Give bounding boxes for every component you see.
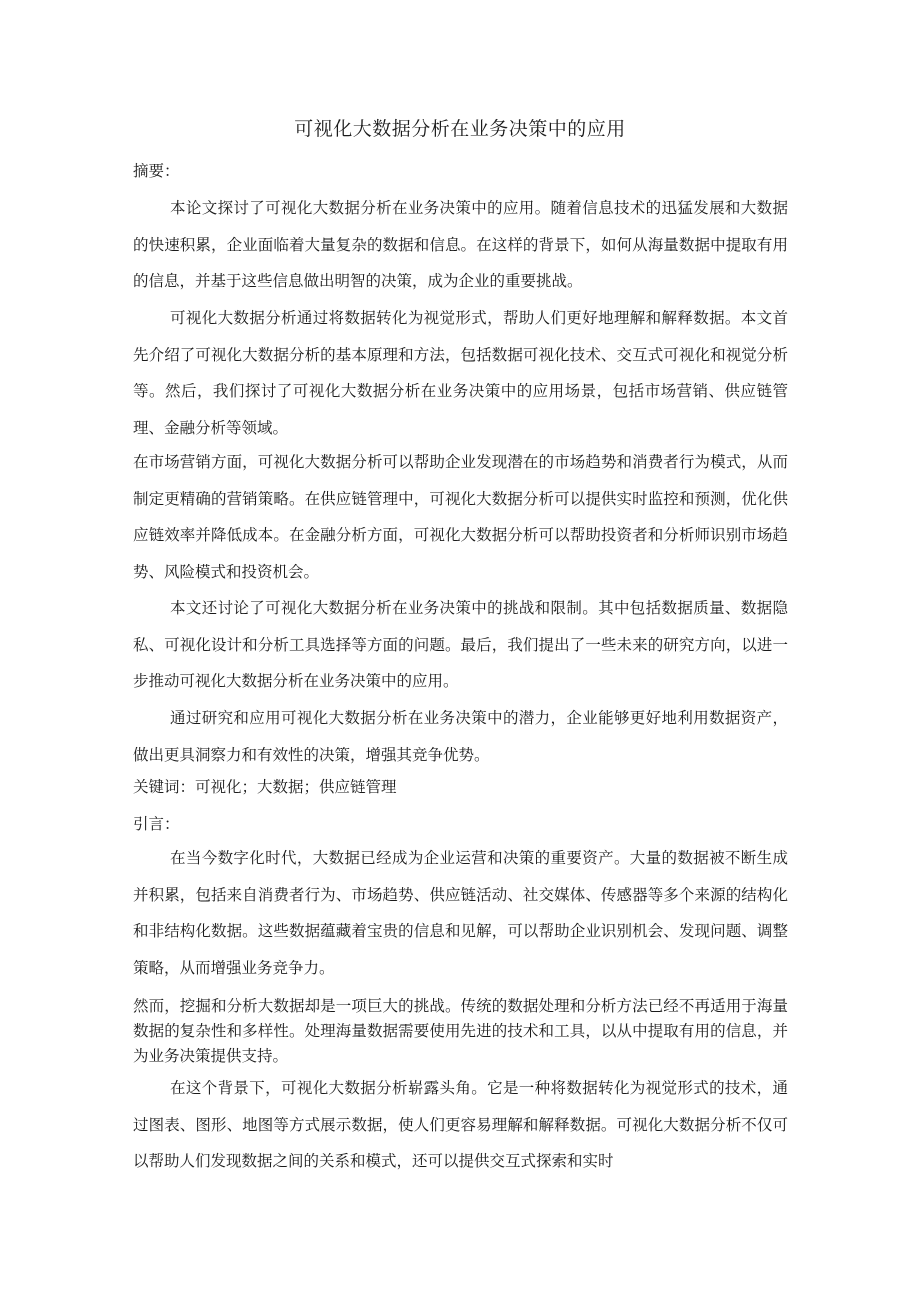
abstract-paragraph-4: 本文还讨论了可视化大数据分析在业务决策中的挑战和限制。其中包括数据质量、数据隐私、可视化设计和分析工具选择等方面的问题。最后，我们提出了一些未来的研究方向，以进一步推动可视化大数据分析在业务决策中的应用。 xyxy=(133,599,788,690)
intro-paragraph-2: 然而，挖掘和分析大数据却是一项巨大的挑战。传统的数据处理和分析方法已经不再适用于海量数据的复杂性和多样性。处理海量数据需要使用先进的技术和工具，以从中提取有用的信息，并为业务决策提供支持。 xyxy=(133,997,788,1065)
abstract-paragraph-1: 本论文探讨了可视化大数据分析在业务决策中的应用。随着信息技术的迅猛发展和大数据的快速积累，企业面临着大量复杂的数据和信息。在这样的背景下，如何从海量数据中提取有用的信息，并基于这些信息做出明智的决策，成为企业的重要挑战。 xyxy=(133,199,788,290)
intro-label: 引言： xyxy=(133,815,180,833)
abstract-paragraph-2: 可视化大数据分析通过将数据转化为视觉形式，帮助人们更好地理解和解释数据。本文首先介绍了可视化大数据分析的基本原理和方法，包括数据可视化技术、交互式可视化和视觉分析等。然后，我们探讨了可视化大数据分析在业务决策中的应用场景，包括市场营销、供应链管理、金融分析等领域。 xyxy=(133,309,788,437)
abstract-paragraph-5: 通过研究和应用可视化大数据分析在业务决策中的潜力，企业能够更好地利用数据资产，做出更具洞察力和有效性的决策，增强其竞争优势。 xyxy=(133,709,788,764)
abstract-label: 摘要： xyxy=(133,162,180,180)
abstract-paragraph-3: 在市场营销方面，可视化大数据分析可以帮助企业发现潜在的市场趋势和消费者行为模式，从而制定更精确的营销策略。在供应链管理中，可视化大数据分析可以提供实时监控和预测，优化供应链效率并降低成本。在金融分析方面，可视化大数据分析可以帮助投资者和分析师识别市场趋势、风险模式和投资机会。 xyxy=(133,453,788,581)
intro-paragraph-1: 在当今数字化时代，大数据已经成为企业运营和决策的重要资产。大量的数据被不断生成并积累，包括来自消费者行为、市场趋势、供应链活动、社交媒体、传感器等多个来源的结构化和非结构化数据。这些数据蕴藏着宝贵的信息和见解，可以帮助企业识别机会、发现问题、调整策略，从而增强业务竞争力。 xyxy=(133,849,788,977)
intro-paragraph-3: 在这个背景下，可视化大数据分析崭露头角。它是一种将数据转化为视觉形式的技术，通过图表、图形、地图等方式展示数据，使人们更容易理解和解释数据。可视化大数据分析不仅可以帮助人们发现数据之间的关系和模式，还可以提供交互式探索和实时 xyxy=(133,1079,788,1170)
document-title: 可视化大数据分析在业务决策中的应用 xyxy=(294,118,626,140)
keywords-line: 关键词：可视化；大数据；供应链管理 xyxy=(133,778,397,796)
